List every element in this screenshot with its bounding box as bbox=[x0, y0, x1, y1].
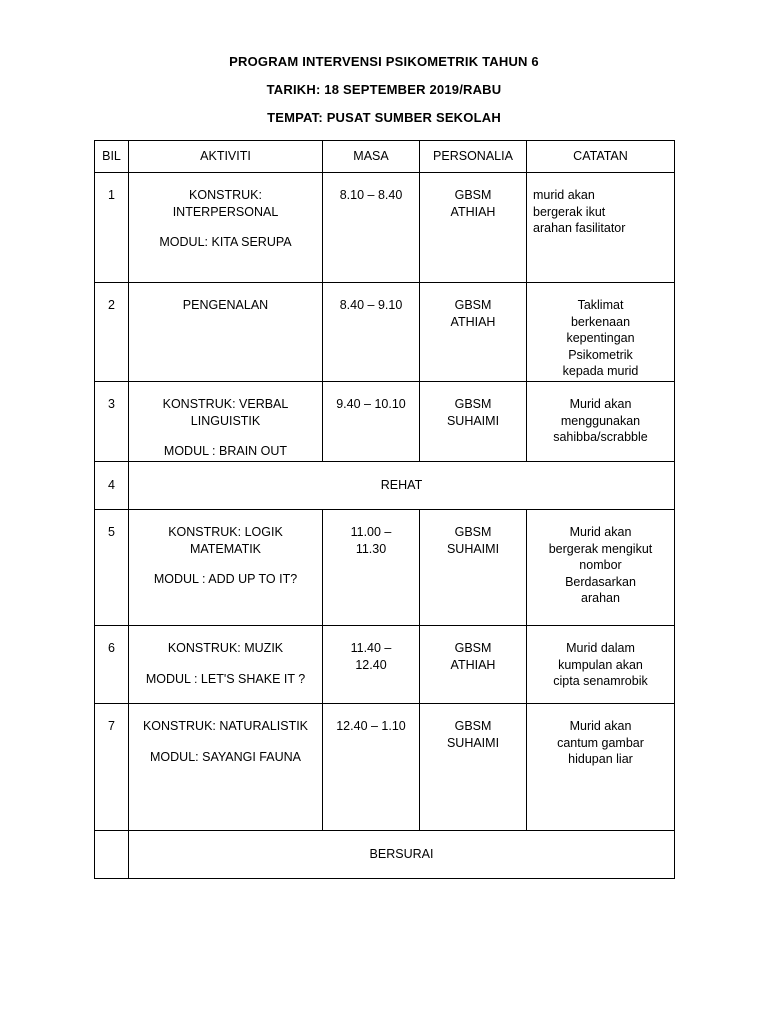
row-aktiviti bbox=[129, 704, 323, 831]
row-bil: 5 bbox=[95, 510, 129, 626]
row-personalia bbox=[420, 173, 527, 283]
table-row bbox=[95, 382, 675, 462]
catatan-line: nombor bbox=[579, 558, 622, 572]
row-bil: 2 bbox=[95, 283, 129, 382]
row-catatan bbox=[527, 704, 675, 831]
catatan-line: Murid dalam bbox=[566, 641, 635, 655]
row-masa bbox=[323, 510, 420, 626]
catatan-line: sahibba/scrabble bbox=[553, 430, 648, 444]
modul-label: MODUL : ADD UP TO IT? bbox=[153, 572, 298, 586]
table-row bbox=[95, 173, 675, 283]
table-row bbox=[95, 831, 675, 879]
catatan-line: Murid akan bbox=[569, 719, 632, 733]
catatan-line: bergerak mengikut bbox=[548, 541, 653, 556]
aktiviti-line: KONSTRUK: MUZIK bbox=[167, 641, 284, 655]
row-aktiviti bbox=[129, 510, 323, 626]
personalia-line: SUHAIMI bbox=[446, 541, 500, 556]
catatan-line: cipta senamrobik bbox=[553, 674, 648, 688]
personalia-line: GBSM bbox=[454, 188, 492, 202]
row-personalia bbox=[420, 626, 527, 704]
modul-label: MODUL : LET'S SHAKE IT ? bbox=[145, 671, 306, 686]
personalia-line: SUHAIMI bbox=[446, 413, 500, 428]
catatan-line: Berdasarkan bbox=[565, 574, 636, 589]
row-catatan bbox=[527, 510, 675, 626]
aktiviti-line: LINGUISTIK bbox=[190, 413, 261, 428]
masa-line: 11.40 – bbox=[350, 641, 392, 655]
aktiviti-line: PENGENALAN bbox=[182, 298, 269, 312]
aktiviti-line: KONSTRUK: VERBAL bbox=[162, 397, 289, 411]
personalia-line: GBSM bbox=[454, 298, 492, 312]
rehat-label: REHAT bbox=[129, 462, 675, 510]
row-masa bbox=[323, 173, 420, 283]
column-header-catatan: CATATAN bbox=[527, 141, 675, 173]
row-catatan bbox=[527, 626, 675, 704]
row-aktiviti bbox=[129, 283, 323, 382]
row-masa bbox=[323, 283, 420, 382]
schedule-table bbox=[94, 140, 675, 879]
catatan-line: murid akan bbox=[533, 188, 595, 202]
row-bil: 7 bbox=[95, 704, 129, 831]
row-catatan bbox=[527, 382, 675, 462]
row-masa bbox=[323, 382, 420, 462]
personalia-line: ATHIAH bbox=[450, 657, 496, 672]
catatan-line: bergerak ikut bbox=[533, 204, 606, 219]
column-header-bil: BIL bbox=[95, 141, 129, 173]
row-bil: 4 bbox=[95, 462, 129, 510]
table-row bbox=[95, 462, 675, 510]
personalia-line: ATHIAH bbox=[450, 314, 496, 329]
catatan-line: kepentingan bbox=[566, 331, 635, 345]
masa-line: 9.40 – 10.10 bbox=[336, 397, 406, 411]
row-personalia bbox=[420, 510, 527, 626]
catatan-line: Psikometrik bbox=[568, 347, 633, 362]
personalia-line: GBSM bbox=[454, 641, 492, 655]
catatan-line: berkenaan bbox=[570, 314, 631, 329]
row-aktiviti bbox=[129, 173, 323, 283]
aktiviti-line: KONSTRUK: bbox=[189, 188, 262, 202]
document-place: TEMPAT: PUSAT SUMBER SEKOLAH bbox=[267, 110, 501, 125]
masa-line: 11.00 – bbox=[350, 525, 392, 539]
masa-line: 12.40 bbox=[355, 657, 387, 672]
row-masa bbox=[323, 626, 420, 704]
aktiviti-line: MATEMATIK bbox=[189, 541, 262, 556]
document-date: TARIKH: 18 SEPTEMBER 2019/RABU bbox=[266, 82, 502, 97]
modul-label: MODUL : BRAIN OUT bbox=[163, 444, 288, 458]
aktiviti-line: KONSTRUK: LOGIK bbox=[168, 525, 283, 539]
masa-line: 12.40 – 1.10 bbox=[336, 719, 406, 733]
catatan-line: kepada murid bbox=[562, 364, 639, 378]
table-row bbox=[95, 283, 675, 382]
masa-line: 8.40 – 9.10 bbox=[339, 298, 403, 312]
row-aktiviti bbox=[129, 626, 323, 704]
row-catatan bbox=[527, 283, 675, 382]
row-bil bbox=[95, 831, 129, 879]
bersurai-label: BERSURAI bbox=[129, 831, 675, 879]
modul-label: MODUL: SAYANGI FAUNA bbox=[150, 749, 301, 764]
column-header-aktiviti: AKTIVITI bbox=[129, 141, 323, 173]
table-row bbox=[95, 510, 675, 626]
masa-line: 8.10 – 8.40 bbox=[339, 188, 403, 202]
catatan-line: Murid akan bbox=[569, 397, 632, 411]
column-header-masa: MASA bbox=[323, 141, 420, 173]
aktiviti-line: INTERPERSONAL bbox=[172, 204, 279, 219]
masa-line: 11.30 bbox=[355, 541, 387, 556]
catatan-line: arahan bbox=[581, 591, 620, 605]
table-row bbox=[95, 704, 675, 831]
catatan-line: Murid akan bbox=[569, 525, 632, 539]
row-masa bbox=[323, 704, 420, 831]
personalia-line: ATHIAH bbox=[450, 204, 496, 219]
table-row bbox=[95, 626, 675, 704]
catatan-line: cantum gambar bbox=[557, 735, 644, 750]
personalia-line: GBSM bbox=[454, 719, 492, 733]
personalia-line: GBSM bbox=[454, 397, 492, 411]
aktiviti-line: KONSTRUK: NATURALISTIK bbox=[142, 719, 309, 733]
catatan-line: arahan fasilitator bbox=[533, 221, 626, 235]
modul-label: MODUL: KITA SERUPA bbox=[159, 235, 292, 249]
row-aktiviti bbox=[129, 382, 323, 462]
catatan-line: hidupan liar bbox=[568, 752, 633, 766]
row-bil: 6 bbox=[95, 626, 129, 704]
personalia-line: SUHAIMI bbox=[446, 735, 500, 750]
column-header-personalia: PERSONALIA bbox=[420, 141, 527, 173]
catatan-line: kumpulan akan bbox=[558, 657, 643, 672]
row-personalia bbox=[420, 283, 527, 382]
row-personalia bbox=[420, 382, 527, 462]
catatan-line: menggunakan bbox=[560, 413, 641, 428]
row-catatan bbox=[527, 173, 675, 283]
catatan-line: Taklimat bbox=[577, 298, 624, 312]
row-bil: 1 bbox=[95, 173, 129, 283]
row-bil: 3 bbox=[95, 382, 129, 462]
table-header-row bbox=[95, 141, 675, 173]
document-title: PROGRAM INTERVENSI PSIKOMETRIK TAHUN 6 bbox=[229, 54, 539, 69]
row-personalia bbox=[420, 704, 527, 831]
personalia-line: GBSM bbox=[454, 525, 492, 539]
